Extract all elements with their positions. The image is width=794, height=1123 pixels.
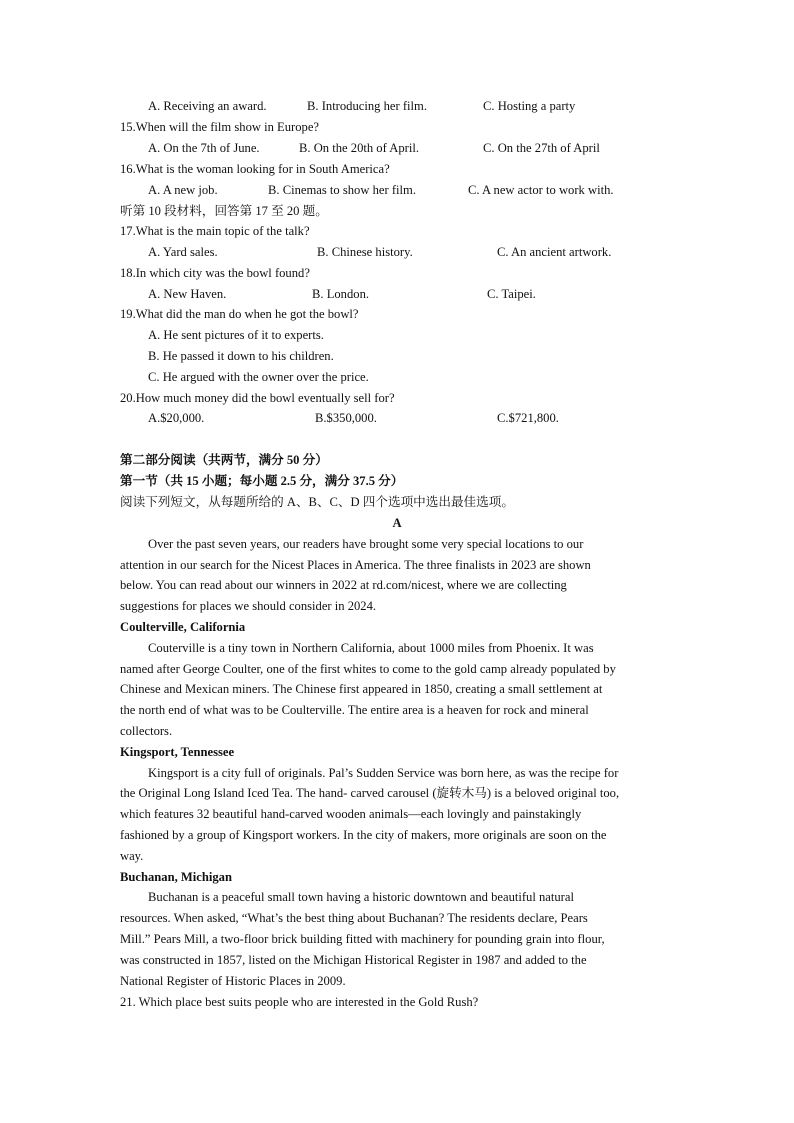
q14-option-c: C. Hosting a party	[483, 99, 576, 113]
q17-option-c: C. An ancient artwork.	[497, 245, 612, 259]
coulterville-line-3: Chinese and Mexican miners. The Chinese first appeared in 1850, creating a small settlement at	[120, 682, 603, 696]
buchanan-line-3: Mill.” Pears Mill, a two-floor brick building fitted with machinery for pounding grain into flour,	[120, 932, 605, 946]
question-20-stem: 20.How much money did the bowl eventually sell for?	[120, 391, 395, 405]
q15-option-c: C. On the 27th of April	[483, 141, 600, 155]
q19-option-b: B. He passed it down to his children.	[148, 349, 334, 363]
kingsport-line-4: fashioned by a group of Kingsport workers. In the city of makers, more originals are soon on the	[120, 828, 607, 842]
buchanan-heading: Buchanan, Michigan	[120, 870, 232, 884]
buchanan-line-5: National Register of Historic Places in 2009.	[120, 974, 346, 988]
q19-option-c: C. He argued with the owner over the price.	[148, 370, 369, 384]
material-10-instruction: 听第 10 段材料，回答第 17 至 20 题。	[120, 204, 328, 218]
reading-instruction: 阅读下列短文，从每题所给的 A、B、C、D 四个选项中选出最佳选项。	[120, 495, 514, 509]
section1-heading: 第一节（共 15 小题；每小题 2.5 分，满分 37.5 分）	[120, 474, 404, 488]
q20-option-a: A.$20,000.	[148, 411, 205, 425]
q15-option-b: B. On the 20th of April.	[299, 141, 419, 155]
coulterville-line-5: collectors.	[120, 724, 173, 738]
q17-option-b: B. Chinese history.	[317, 245, 413, 259]
q14-option-b: B. Introducing her film.	[307, 99, 427, 113]
q16-option-c: C. A new actor to work with.	[468, 183, 614, 197]
q18-option-c: C. Taipei.	[487, 287, 536, 301]
kingsport-line-2: the Original Long Island Iced Tea. The hand- carved carousel (旋转木马) is a beloved original too,	[120, 786, 620, 800]
q15-option-a: A. On the 7th of June.	[148, 141, 260, 155]
q20-option-c: C.$721,800.	[497, 411, 559, 425]
coulterville-line-2: named after George Coulter, one of the first whites to come to the gold camp already populated by	[120, 662, 616, 676]
intro-line-2: attention in our search for the Nicest Places in America. The three finalists in 2023 are shown	[120, 558, 591, 572]
intro-line-1: Over the past seven years, our readers have brought some very special locations to our	[148, 537, 584, 551]
q18-option-b: B. London.	[312, 287, 370, 301]
kingsport-line-5: way.	[120, 849, 144, 863]
question-21-stem: 21. Which place best suits people who are interested in the Gold Rush?	[120, 995, 479, 1009]
coulterville-line-4: the north end of what was to be Coulterville. The entire area is a heaven for rock and mineral	[120, 703, 589, 717]
buchanan-line-1: Buchanan is a peaceful small town having a historic downtown and beautiful natural	[148, 890, 574, 904]
question-15-stem: 15.When will the film show in Europe?	[120, 120, 320, 134]
coulterville-line-1: Couterville is a tiny town in Northern California, about 1000 miles from Phoenix. It was	[148, 641, 594, 655]
kingsport-line-3: which features 32 beautiful hand-carved wooden animals—each lovingly and painstakingly	[120, 807, 582, 821]
part2-heading: 第二部分阅读（共两节，满分 50 分）	[120, 453, 328, 467]
question-18-stem: 18.In which city was the bowl found?	[120, 266, 310, 280]
q18-option-a: A. New Haven.	[148, 287, 227, 301]
q16-option-a: A. A new job.	[148, 183, 218, 197]
q17-option-a: A. Yard sales.	[148, 245, 218, 259]
q20-option-b: B.$350,000.	[315, 411, 377, 425]
coulterville-heading: Coulterville, California	[120, 620, 246, 634]
kingsport-heading: Kingsport, Tennessee	[120, 745, 235, 759]
kingsport-line-1: Kingsport is a city full of originals. Pal’s Sudden Service was born here, as was the recipe for	[148, 766, 619, 780]
q16-option-b: B. Cinemas to show her film.	[268, 183, 416, 197]
buchanan-line-4: was constructed in 1857, listed on the Michigan Historical Register in 1987 and added to the	[120, 953, 587, 967]
buchanan-line-2: resources. When asked, “What’s the best thing about Buchanan? The residents declare, Pears	[120, 911, 588, 925]
intro-line-3: below. You can read about our winners in 2022 at rd.com/nicest, where we are collecting	[120, 578, 567, 592]
q14-option-a: A. Receiving an award.	[148, 99, 267, 113]
passage-label: A	[392, 516, 402, 530]
question-19-stem: 19.What did the man do when he got the bowl?	[120, 307, 359, 321]
question-17-stem: 17.What is the main topic of the talk?	[120, 224, 310, 238]
q19-option-a: A. He sent pictures of it to experts.	[148, 328, 324, 342]
question-16-stem: 16.What is the woman looking for in South America?	[120, 162, 390, 176]
intro-line-4: suggestions for places we should consider in 2024.	[120, 599, 377, 613]
